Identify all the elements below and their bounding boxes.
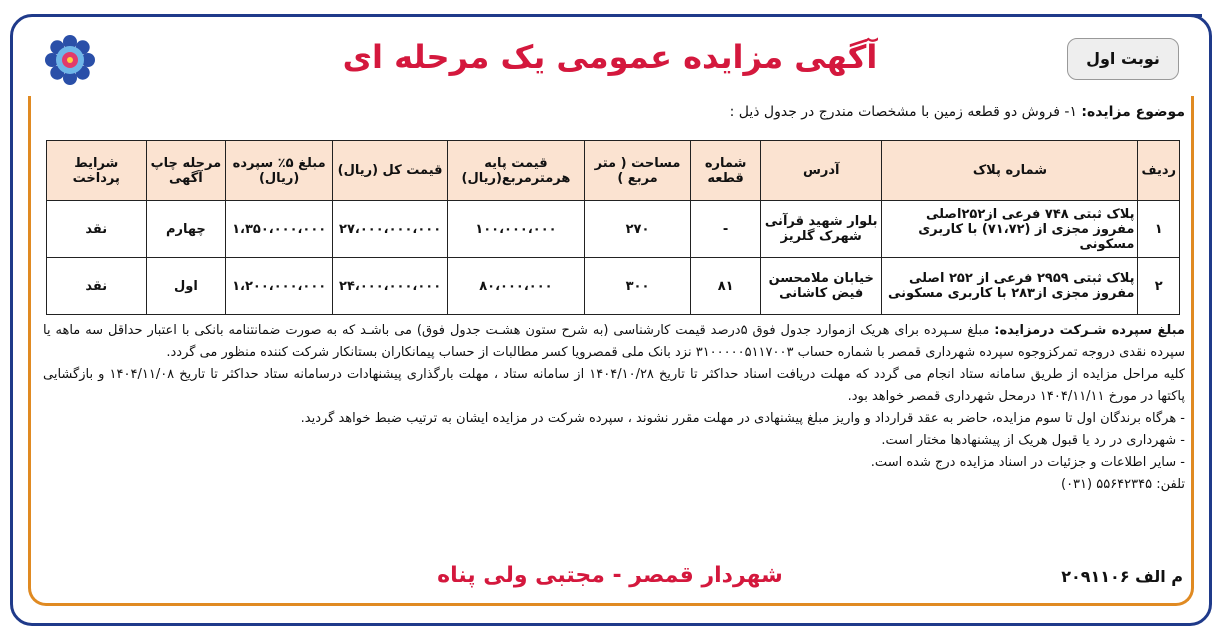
cell-base-price: ۱۰۰،۰۰۰،۰۰۰ [448, 201, 585, 258]
municipality-emblem-icon [40, 30, 100, 90]
cell-deposit: ۱،۲۰۰،۰۰۰،۰۰۰ [226, 258, 333, 315]
mayor-signature: شهردار قمصر - مجتبی ولی پناه [437, 563, 783, 588]
col-header-payment: شرایط پرداخت [47, 141, 147, 201]
cell-plate: پلاک ثبتی ۷۴۸ فرعی از۲۵۲اصلی مفروز مجزی از (۷۱،۷۲) با کاربری مسکونی [882, 201, 1138, 258]
cell-address: بلوار شهید قرآنی شهرک گلریز [761, 201, 882, 258]
col-header-deposit: مبلغ ۵٪ سپرده (ریال) [226, 141, 333, 201]
cell-row: ۱ [1138, 201, 1180, 258]
subject-label: موضوع مزایده: [1081, 104, 1185, 120]
condition-item: - شهرداری در رد یا قبول هریک از پیشنهادها مختار است. [881, 433, 1185, 448]
cell-base-price: ۸۰،۰۰۰،۰۰۰ [448, 258, 585, 315]
cell-area: ۳۰۰ [584, 258, 690, 315]
col-header-print-stage: مرحله چاپ آگهی [146, 141, 226, 201]
cell-print-stage: چهارم [146, 201, 226, 258]
cell-total-price: ۲۷،۰۰۰،۰۰۰،۰۰۰ [333, 201, 448, 258]
cell-payment: نقد [47, 258, 147, 315]
round-badge: نوبت اول [1067, 38, 1179, 80]
condition-item: - سایر اطلاعات و جزئیات در اسناد مزایده درج شده است. [870, 455, 1185, 470]
auction-subject [45, 104, 1185, 120]
lots-table [46, 140, 1180, 315]
cell-print-stage: اول [146, 258, 226, 315]
col-header-base-price: قیمت پایه هرمترمربع(ریال) [448, 141, 585, 201]
cell-deposit: ۱،۳۵۰،۰۰۰،۰۰۰ [226, 201, 333, 258]
cell-total-price: ۲۴،۰۰۰،۰۰۰،۰۰۰ [333, 258, 448, 315]
table-row [47, 201, 1180, 258]
process-paragraph: کلیه مراحل مزایده از طریق سامانه ستاد انجام می گردد که مهلت دریافت اسناد حداکثر تا تاریخ ۱۴۰۴/۱۰/۲۸ از سامانه ستاد ، مهلت بارگذاری پیشنهادات درسامانه ستاد حداکثر تا تاریخ ۱۴۰۴/۱۱/۰۸ و بازگشایی پاکتها در مورخ ۱۴۰۴/۱۱/۱۱ درمحل شهرداری قمصر خواهد بود. [43, 367, 1185, 404]
cell-lot: ۸۱ [691, 258, 761, 315]
condition-item: - هرگاه برندگان اول تا سوم مزایده، حاضر به عقد قرارداد و واریز مبلغ پیشنهادی در مهلت مقرر نشوند ، سپرده شرکت در مزایده ایشان به ترتیب ضبط خواهد گردید. [300, 411, 1185, 426]
notice-title: آگهی مزایده عمومی یک مرحله ای [342, 38, 878, 76]
col-header-address: آدرس [761, 141, 882, 201]
deposit-paragraph [43, 320, 1185, 364]
cell-payment: نقد [47, 201, 147, 258]
col-header-total-price: قیمت کل (ریال) [333, 141, 448, 201]
cell-plate: پلاک ثبتی ۲۹۵۹ فرعی از ۲۵۲ اصلی مفروز مجزی از۲۸۳ با کاربری مسکونی [882, 258, 1138, 315]
top-rule [142, 14, 1202, 17]
col-header-plate: شماره پلاک [882, 141, 1138, 201]
deposit-label: مبلغ سپرده شـرکت درمزایده: [994, 323, 1185, 338]
cell-lot: - [691, 201, 761, 258]
notice-body [43, 320, 1185, 496]
table-header-row [47, 141, 1180, 201]
deposit-text: مبلغ سـپرده برای هریک ازموارد جدول فوق ۵درصد قیمت کارشناسی (به شرح ستون هشـت جدول فوق) می باشـد که به صورت ضمانتنامه بانکی با اعتبار حداقل سه ماهه یا سپرده نقدی دروجه تمرکزوجوه سپرده شهرداری قمصر با شماره حساب ۳۱۰۰۰۰۰۵۱۱۷۰۰۳ نزد بانک ملی قمصرویا کسر مطالبات از حساب پیمانکاران بستانکار شرکت کننده منظور می گردد. [43, 323, 1185, 360]
cell-row: ۲ [1138, 258, 1180, 315]
col-header-lot: شماره قطعه [691, 141, 761, 201]
table-row [47, 258, 1180, 315]
subject-text: ۱- فروش دو قطعه زمین با مشخصات مندرج در جدول ذیل : [729, 104, 1082, 120]
col-header-row: ردیف [1138, 141, 1180, 201]
cell-area: ۲۷۰ [584, 201, 690, 258]
phone-line: تلفن: ۵۵۶۴۲۳۴۵ (۰۳۱) [1060, 477, 1185, 492]
cell-address: خیابان ملامحسن فیض کاشانی [761, 258, 882, 315]
notice-code: م الف ۲۰۹۱۱۰۶ [1061, 567, 1183, 586]
col-header-area: مساحت ( متر مربع ) [584, 141, 690, 201]
